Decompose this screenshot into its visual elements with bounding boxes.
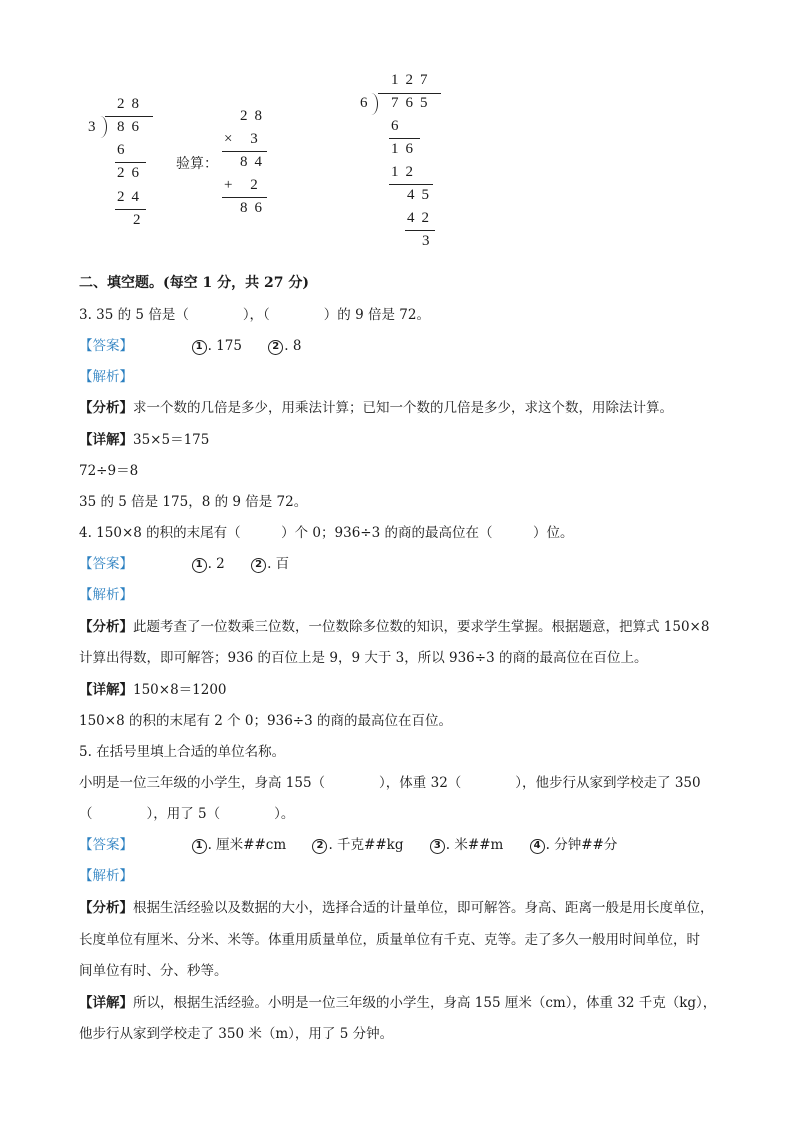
question-4-text: 4. 150×8 的积的末尾有（ ）个 0；936÷3 的商的最高位在（ ）位。	[79, 525, 574, 541]
divisor: 3	[88, 119, 103, 135]
answer-value: . 2	[207, 556, 225, 572]
question-3-analysis	[79, 396, 673, 416]
divisor: 6	[360, 95, 375, 111]
answer-item	[430, 833, 504, 854]
fenxi-text: 此题考查了一位数乘三位数，一位数除多位数的知识，要求学生掌握。根据题意，把算式 150×8	[133, 619, 710, 635]
circled-number: 3	[430, 839, 445, 854]
step-line	[115, 162, 146, 163]
fenxi-text: 求一个数的几倍是多少，用乘法计算；已知一个数的几倍是多少，求这个数，用除法计算。	[133, 400, 673, 416]
answer-value: . 米##m	[445, 837, 504, 853]
check-line	[222, 197, 267, 198]
question-3-detail	[79, 428, 209, 448]
question-4-analysis	[79, 615, 709, 635]
check-label: 验算：	[176, 156, 218, 172]
answer-value: . 百	[267, 556, 290, 572]
question-3-detail-line: 72÷9＝8	[79, 463, 139, 479]
division-bar	[378, 93, 441, 94]
xiangjie-text: 35×5＝175	[133, 432, 210, 448]
answer-tag: 【答案】	[79, 837, 133, 853]
question-4-detail	[79, 678, 227, 698]
question-5-analysis-line: 间单位有时、分、秒等。	[79, 963, 228, 979]
question-4-detail-line: 150×8 的积的末尾有 2 个 0；936÷3 的商的最高位在百位。	[79, 713, 452, 729]
final-remainder: 3	[422, 233, 437, 249]
quotient: 127	[391, 72, 435, 88]
answer-item	[192, 556, 225, 573]
answer-value: . 分钟##分	[545, 837, 618, 853]
analysis-tag: 【解析】	[79, 369, 133, 385]
answer-value: . 千克##kg	[328, 837, 404, 853]
answer-tag: 【答案】	[79, 556, 133, 572]
circled-number: 2	[251, 558, 266, 573]
answer-item	[530, 833, 618, 854]
step-line	[405, 230, 435, 231]
answer-item	[312, 833, 403, 854]
xiangjie-label: 【详解】	[79, 682, 133, 698]
answer-value: . 175	[207, 338, 242, 354]
xiangjie-text: 所以，根据生活经验。小明是一位三年级的小学生，身高 155 厘米（cm），体重 32 千克（kg），	[133, 995, 717, 1011]
question-5-text: 5. 在括号里填上合适的单位名称。	[79, 744, 286, 760]
step-subtract: 6	[117, 142, 132, 158]
step-subtract: 12	[391, 164, 420, 180]
check-row: × 3	[224, 131, 265, 147]
circled-number: 1	[192, 340, 207, 355]
step-line	[389, 184, 433, 185]
quotient: 28	[117, 96, 146, 112]
check-row: + 2	[224, 177, 265, 193]
fenxi-label: 【分析】	[79, 900, 133, 916]
step-line	[389, 138, 420, 139]
fenxi-label: 【分析】	[79, 400, 133, 416]
division-bar	[105, 116, 153, 117]
check-row: 84	[240, 154, 269, 170]
answer-tag: 【答案】	[79, 338, 133, 354]
question-5-answer	[79, 833, 639, 854]
dividend: 86	[117, 119, 146, 135]
answer-value: . 厘米##cm	[207, 837, 287, 853]
step-remainder: 26	[117, 165, 146, 181]
check-row: 28	[240, 108, 269, 124]
final-remainder: 2	[133, 212, 148, 228]
check-line	[222, 151, 267, 152]
question-5-detail-line: 他步行从家到学校走了 350 米（m），用了 5 分钟。	[79, 1026, 394, 1042]
circled-number: 1	[192, 839, 207, 854]
xiangjie-label: 【详解】	[79, 995, 133, 1011]
step-subtract: 42	[407, 210, 436, 226]
question-5-analysis	[79, 896, 714, 916]
step-subtract: 24	[117, 189, 146, 205]
question-5-analysis-line: 长度单位有厘米、分米、米等。体重用质量单位，质量单位有千克、克等。走了多久一般用时间单位，时	[79, 932, 700, 948]
question-4-analysis-line: 计算出得数，即可解答；936 的百位上是 9，9 大于 3，所以 936÷3 的商的最高位在百位上。	[79, 650, 648, 666]
answer-item	[268, 338, 301, 355]
section-heading: 二、填空题。(每空 1 分，共 27 分)	[79, 275, 309, 291]
circled-number: 4	[530, 839, 545, 854]
step-line	[115, 209, 146, 210]
question-3-detail-line: 35 的 5 倍是 175，8 的 9 倍是 72。	[79, 494, 308, 510]
answer-item	[192, 833, 287, 854]
fenxi-text: 根据生活经验以及数据的大小，选择合适的计量单位，即可解答。身高、距离一般是用长度单位，	[133, 900, 714, 916]
dividend: 765	[391, 95, 435, 111]
question-5-prompt: （ ），用了 5（ ）。	[79, 806, 295, 822]
step-subtract: 6	[391, 118, 406, 134]
analysis-tag: 【解析】	[79, 868, 133, 884]
circled-number: 1	[192, 558, 207, 573]
question-5-prompt: 小明是一位三年级的小学生，身高 155（ ），体重 32（ ），他步行从家到学校走了 350	[79, 775, 701, 791]
xiangjie-label: 【详解】	[79, 432, 133, 448]
circled-number: 2	[312, 839, 327, 854]
step-remainder: 16	[391, 141, 420, 157]
division-bracket	[367, 93, 378, 115]
division-bracket	[96, 116, 107, 138]
step-remainder: 45	[407, 187, 436, 203]
check-row: 86	[240, 200, 269, 216]
answer-item	[251, 552, 289, 573]
answer-item	[192, 338, 242, 355]
fenxi-label: 【分析】	[79, 619, 133, 635]
question-3-answer	[79, 334, 323, 355]
analysis-tag: 【解析】	[79, 587, 133, 603]
circled-number: 2	[268, 340, 283, 355]
question-3-text: 3. 35 的 5 倍是（ ），（ ）的 9 倍是 72。	[79, 307, 430, 323]
question-4-answer	[79, 552, 311, 573]
xiangjie-text: 150×8＝1200	[133, 682, 227, 698]
answer-value: . 8	[284, 338, 302, 354]
question-5-detail	[79, 991, 716, 1011]
